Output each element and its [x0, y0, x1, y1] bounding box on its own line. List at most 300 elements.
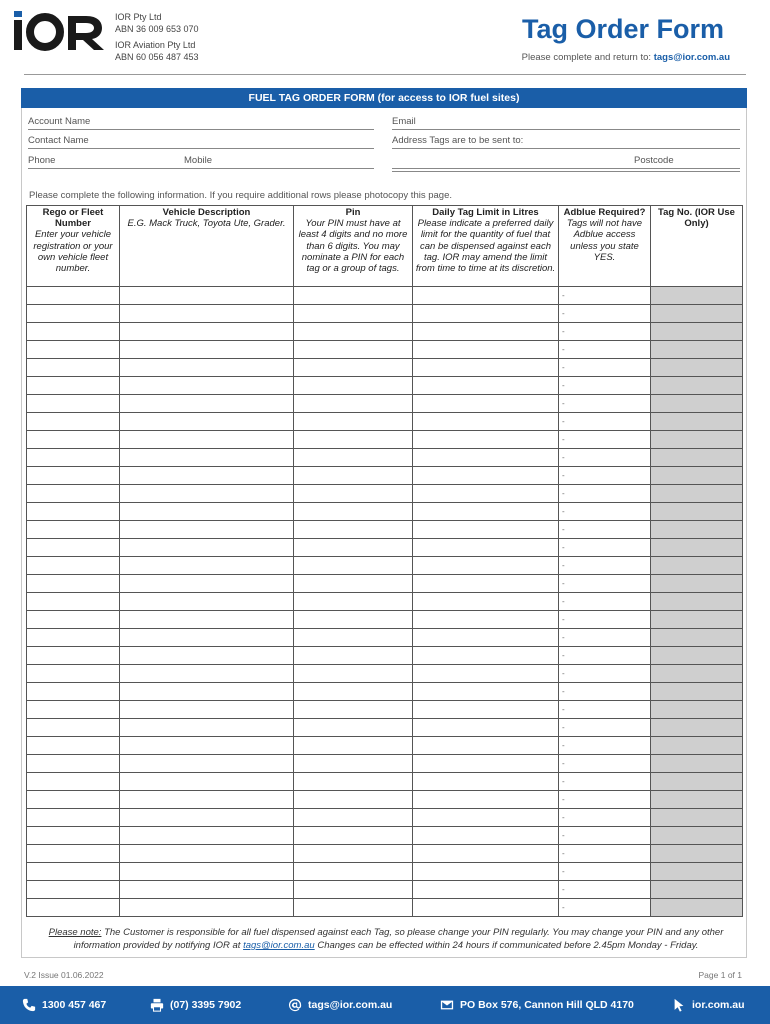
pin-cell[interactable] [294, 647, 413, 665]
rego-cell[interactable] [27, 881, 120, 899]
vehicle-cell[interactable] [120, 647, 294, 665]
tag-no-cell [651, 827, 743, 845]
pin-cell[interactable] [294, 683, 413, 701]
adblue-cell[interactable]: - [559, 863, 651, 881]
rego-cell[interactable] [27, 305, 120, 323]
adblue-cell[interactable]: - [559, 665, 651, 683]
vehicle-cell[interactable] [120, 899, 294, 917]
adblue-cell[interactable]: - [559, 575, 651, 593]
tag-no-cell [651, 845, 743, 863]
tag-no-cell [651, 575, 743, 593]
page-header [0, 0, 770, 80]
table-row [27, 521, 743, 539]
pin-cell[interactable] [294, 827, 413, 845]
rego-cell[interactable] [27, 773, 120, 791]
limit-cell[interactable] [413, 305, 559, 323]
limit-cell[interactable] [413, 683, 559, 701]
rego-cell[interactable] [27, 521, 120, 539]
col-desc: E.G. Mack Truck, Toyota Ute, Grader. [127, 218, 286, 230]
phone-mobile-field[interactable] [28, 155, 374, 169]
table-row [27, 701, 743, 719]
limit-cell[interactable] [413, 791, 559, 809]
table-row [27, 647, 743, 665]
pin-cell[interactable] [294, 791, 413, 809]
limit-cell[interactable] [413, 485, 559, 503]
ior-logo [12, 8, 106, 52]
table-row [27, 881, 743, 899]
table-row [27, 791, 743, 809]
col-desc: Enter your vehicle registration or your own vehicle fleet number. [33, 229, 113, 275]
rego-cell[interactable] [27, 557, 120, 575]
col-daily-limit [413, 206, 559, 287]
vehicle-cell[interactable] [120, 503, 294, 521]
adblue-cell[interactable]: - [559, 881, 651, 899]
limit-cell[interactable] [413, 593, 559, 611]
note-text-2: Changes can be effected within 24 hours if communicated before 2.45pm Monday - Friday. [314, 940, 699, 951]
table-row [27, 305, 743, 323]
pin-cell[interactable] [294, 503, 413, 521]
limit-cell[interactable] [413, 287, 559, 305]
tag-no-cell [651, 431, 743, 449]
col-title: Rego or Fleet Number [42, 207, 104, 230]
mobile-label: Mobile [184, 155, 212, 166]
fax-icon [150, 998, 164, 1012]
vehicle-cell[interactable] [120, 377, 294, 395]
pin-cell[interactable] [294, 773, 413, 791]
adblue-cell[interactable]: - [559, 773, 651, 791]
adblue-cell[interactable]: - [559, 827, 651, 845]
limit-cell[interactable] [413, 359, 559, 377]
account-name-field[interactable] [28, 116, 374, 130]
vehicle-cell[interactable] [120, 683, 294, 701]
limit-cell[interactable] [413, 845, 559, 863]
tag-no-cell [651, 701, 743, 719]
tag-order-table [26, 205, 743, 917]
limit-cell[interactable] [413, 521, 559, 539]
table-row [27, 449, 743, 467]
adblue-cell[interactable]: - [559, 809, 651, 827]
tag-no-cell [651, 467, 743, 485]
footer-postal [440, 997, 634, 1013]
rego-cell[interactable] [27, 287, 120, 305]
vehicle-cell[interactable] [120, 629, 294, 647]
tag-no-cell [651, 287, 743, 305]
rego-cell[interactable] [27, 593, 120, 611]
footer-email[interactable] [288, 997, 392, 1013]
pin-cell[interactable] [294, 359, 413, 377]
tag-no-cell [651, 809, 743, 827]
footer-postal-text: PO Box 576, Cannon Hill QLD 4170 [460, 999, 634, 1011]
rego-cell[interactable] [27, 449, 120, 467]
address-field[interactable] [392, 135, 740, 149]
rego-cell[interactable] [27, 341, 120, 359]
pin-cell[interactable] [294, 539, 413, 557]
table-row [27, 863, 743, 881]
return-email-link[interactable]: tags@ior.com.au [653, 52, 730, 63]
col-vehicle [120, 206, 294, 287]
tag-no-cell [651, 863, 743, 881]
table-row [27, 323, 743, 341]
email-label: Email [392, 116, 416, 127]
tag-no-cell [651, 791, 743, 809]
table-row [27, 359, 743, 377]
adblue-cell[interactable]: - [559, 431, 651, 449]
table-row [27, 899, 743, 917]
pin-cell[interactable] [294, 323, 413, 341]
vehicle-cell[interactable] [120, 287, 294, 305]
adblue-cell[interactable]: - [559, 449, 651, 467]
tag-no-cell [651, 593, 743, 611]
tag-no-cell [651, 899, 743, 917]
rego-cell[interactable] [27, 323, 120, 341]
col-title: Daily Tag Limit in Litres [432, 207, 539, 218]
adblue-cell[interactable]: - [559, 647, 651, 665]
table-row [27, 755, 743, 773]
tag-no-cell [651, 755, 743, 773]
vehicle-cell[interactable] [120, 395, 294, 413]
pin-cell[interactable] [294, 485, 413, 503]
limit-cell[interactable] [413, 809, 559, 827]
limit-cell[interactable] [413, 323, 559, 341]
table-row [27, 665, 743, 683]
rego-cell[interactable] [27, 719, 120, 737]
pin-cell[interactable] [294, 611, 413, 629]
footer-web[interactable] [672, 997, 745, 1013]
adblue-cell[interactable]: - [559, 305, 651, 323]
at-icon [288, 998, 302, 1012]
limit-cell[interactable] [413, 701, 559, 719]
table-row [27, 287, 743, 305]
table-row [27, 845, 743, 863]
table-row [27, 485, 743, 503]
rego-cell[interactable] [27, 539, 120, 557]
rego-cell[interactable] [27, 791, 120, 809]
note-email-link[interactable]: tags@ior.com.au [243, 940, 315, 951]
contact-name-field[interactable] [28, 135, 374, 149]
company-details [115, 11, 199, 63]
envelope-icon [440, 998, 454, 1012]
adblue-cell[interactable]: - [559, 359, 651, 377]
header-divider [24, 74, 746, 75]
adblue-cell[interactable]: - [559, 755, 651, 773]
vehicle-cell[interactable] [120, 827, 294, 845]
rego-cell[interactable] [27, 485, 120, 503]
adblue-cell[interactable]: - [559, 611, 651, 629]
adblue-cell[interactable]: - [559, 593, 651, 611]
adblue-cell[interactable]: - [559, 503, 651, 521]
table-row [27, 827, 743, 845]
table-row [27, 683, 743, 701]
rego-cell[interactable] [27, 845, 120, 863]
contact-name-label: Contact Name [28, 135, 89, 146]
limit-cell[interactable] [413, 647, 559, 665]
limit-cell[interactable] [413, 539, 559, 557]
pin-cell[interactable] [294, 809, 413, 827]
tag-no-cell [651, 719, 743, 737]
pin-cell[interactable] [294, 719, 413, 737]
limit-cell[interactable] [413, 665, 559, 683]
col-tag-no [651, 206, 743, 287]
table-row [27, 413, 743, 431]
adblue-cell[interactable]: - [559, 323, 651, 341]
address-label: Address Tags are to be sent to: [392, 135, 524, 146]
rego-cell[interactable] [27, 863, 120, 881]
limit-cell[interactable] [413, 557, 559, 575]
adblue-cell[interactable]: - [559, 467, 651, 485]
tag-no-cell [651, 503, 743, 521]
adblue-cell[interactable]: - [559, 791, 651, 809]
vehicle-cell[interactable] [120, 485, 294, 503]
pin-cell[interactable] [294, 557, 413, 575]
vehicle-cell[interactable] [120, 431, 294, 449]
rego-cell[interactable] [27, 359, 120, 377]
vehicle-cell[interactable] [120, 413, 294, 431]
vehicle-cell[interactable] [120, 593, 294, 611]
tag-no-cell [651, 485, 743, 503]
pin-cell[interactable] [294, 755, 413, 773]
cursor-icon [672, 998, 686, 1012]
vehicle-cell[interactable] [120, 305, 294, 323]
return-text: Please complete and return to: [521, 52, 654, 63]
limit-cell[interactable] [413, 881, 559, 899]
pin-cell[interactable] [294, 467, 413, 485]
table-row [27, 593, 743, 611]
adblue-cell[interactable]: - [559, 899, 651, 917]
limit-cell[interactable] [413, 755, 559, 773]
rego-cell[interactable] [27, 431, 120, 449]
tag-no-cell [651, 737, 743, 755]
tag-no-cell [651, 323, 743, 341]
vehicle-cell[interactable] [120, 575, 294, 593]
tag-no-cell [651, 773, 743, 791]
vehicle-cell[interactable] [120, 701, 294, 719]
vehicle-cell[interactable] [120, 845, 294, 863]
col-adblue [559, 206, 651, 287]
tag-no-cell [651, 413, 743, 431]
adblue-cell[interactable]: - [559, 341, 651, 359]
vehicle-cell[interactable] [120, 449, 294, 467]
vehicle-cell[interactable] [120, 791, 294, 809]
rego-cell[interactable] [27, 503, 120, 521]
limit-cell[interactable] [413, 863, 559, 881]
pin-cell[interactable] [294, 899, 413, 917]
adblue-cell[interactable]: - [559, 287, 651, 305]
adblue-cell[interactable]: - [559, 413, 651, 431]
rego-cell[interactable] [27, 467, 120, 485]
tag-no-cell [651, 629, 743, 647]
pin-cell[interactable] [294, 665, 413, 683]
limit-cell[interactable] [413, 467, 559, 485]
table-row [27, 611, 743, 629]
pin-cell[interactable] [294, 863, 413, 881]
col-title: Pin [345, 207, 361, 218]
limit-cell[interactable] [413, 899, 559, 917]
footer-phone[interactable] [22, 997, 106, 1013]
phone-label: Phone [28, 155, 56, 166]
vehicle-cell[interactable] [120, 737, 294, 755]
pin-cell[interactable] [294, 377, 413, 395]
table-row [27, 503, 743, 521]
footer-web-text: ior.com.au [692, 999, 745, 1011]
pin-cell[interactable] [294, 413, 413, 431]
limit-cell[interactable] [413, 449, 559, 467]
limit-cell[interactable] [413, 737, 559, 755]
page-number: Page 1 of 1 [698, 970, 742, 980]
footer-fax[interactable] [150, 997, 241, 1013]
limit-cell[interactable] [413, 773, 559, 791]
limit-cell[interactable] [413, 827, 559, 845]
tag-no-cell [651, 395, 743, 413]
limit-cell[interactable] [413, 377, 559, 395]
postcode-label: Postcode [634, 155, 674, 166]
rego-cell[interactable] [27, 683, 120, 701]
adblue-cell[interactable]: - [559, 683, 651, 701]
vehicle-cell[interactable] [120, 755, 294, 773]
vehicle-cell[interactable] [120, 323, 294, 341]
page-title: Tag Order Form [521, 14, 724, 44]
pin-cell[interactable] [294, 737, 413, 755]
pin-cell[interactable] [294, 575, 413, 593]
adblue-cell[interactable]: - [559, 521, 651, 539]
limit-cell[interactable] [413, 431, 559, 449]
adblue-cell[interactable]: - [559, 377, 651, 395]
tag-no-cell [651, 557, 743, 575]
table-row [27, 737, 743, 755]
limit-cell[interactable] [413, 413, 559, 431]
adblue-cell[interactable]: - [559, 485, 651, 503]
tag-no-cell [651, 359, 743, 377]
vehicle-cell[interactable] [120, 809, 294, 827]
rego-cell[interactable] [27, 395, 120, 413]
rego-cell[interactable] [27, 827, 120, 845]
rego-cell[interactable] [27, 377, 120, 395]
limit-cell[interactable] [413, 629, 559, 647]
phone-icon [22, 998, 36, 1012]
limit-cell[interactable] [413, 395, 559, 413]
table-row [27, 341, 743, 359]
pin-cell[interactable] [294, 395, 413, 413]
pin-cell[interactable] [294, 521, 413, 539]
limit-cell[interactable] [413, 611, 559, 629]
rego-cell[interactable] [27, 629, 120, 647]
vehicle-cell[interactable] [120, 719, 294, 737]
col-title: Tag No. (IOR Use Only) [658, 207, 735, 230]
tag-no-cell [651, 341, 743, 359]
rego-cell[interactable] [27, 737, 120, 755]
version-info: V.2 Issue 01.06.2022 [24, 970, 104, 980]
tag-no-cell [651, 539, 743, 557]
tag-no-cell [651, 611, 743, 629]
table-row [27, 809, 743, 827]
vehicle-cell[interactable] [120, 359, 294, 377]
adblue-cell[interactable]: - [559, 557, 651, 575]
pin-cell[interactable] [294, 629, 413, 647]
rego-cell[interactable] [27, 899, 120, 917]
adblue-cell[interactable]: - [559, 395, 651, 413]
col-title: Vehicle Description [162, 207, 251, 218]
email-field[interactable] [392, 116, 740, 130]
vehicle-cell[interactable] [120, 773, 294, 791]
tag-no-cell [651, 449, 743, 467]
pin-cell[interactable] [294, 845, 413, 863]
tag-no-cell [651, 881, 743, 899]
vehicle-cell[interactable] [120, 521, 294, 539]
col-desc: Your PIN must have at least 4 digits and no more than 6 digits. You may nominate a PIN for each tag or a group of tags. [298, 218, 408, 275]
adblue-cell[interactable]: - [559, 539, 651, 557]
table-row [27, 467, 743, 485]
pin-cell[interactable] [294, 701, 413, 719]
postcode-field[interactable] [392, 155, 740, 169]
account-name-label: Account Name [28, 116, 91, 127]
rego-cell[interactable] [27, 611, 120, 629]
note-label: Please note: [48, 927, 102, 938]
vehicle-cell[interactable] [120, 467, 294, 485]
rego-cell[interactable] [27, 755, 120, 773]
adblue-cell[interactable]: - [559, 719, 651, 737]
table-row [27, 377, 743, 395]
adblue-cell[interactable]: - [559, 701, 651, 719]
tag-no-cell [651, 683, 743, 701]
vehicle-cell[interactable] [120, 665, 294, 683]
vehicle-cell[interactable] [120, 881, 294, 899]
limit-cell[interactable] [413, 503, 559, 521]
table-row [27, 395, 743, 413]
contact-footer [0, 986, 770, 1024]
rego-cell[interactable] [27, 413, 120, 431]
rego-cell[interactable] [27, 701, 120, 719]
table-row [27, 431, 743, 449]
vehicle-cell[interactable] [120, 341, 294, 359]
vehicle-cell[interactable] [120, 539, 294, 557]
footer-email-text: tags@ior.com.au [308, 999, 393, 1011]
footer-fax-text: (07) 3395 7902 [170, 999, 242, 1011]
pin-cell[interactable] [294, 431, 413, 449]
table-row [27, 719, 743, 737]
col-desc: Please indicate a preferred daily limit for the quantity of fuel that can be dispensed against each tag. IOR may amend the limit from time to time at its discretion. [415, 218, 556, 275]
table-row [27, 539, 743, 557]
note-text: The Customer is responsible for all fuel dispensed against each Tag, so please change your PIN regularly. You may change your PIN and any other information provided by notifying IOR at [73, 927, 724, 951]
pin-cell[interactable] [294, 593, 413, 611]
vehicle-cell[interactable] [120, 557, 294, 575]
adblue-cell[interactable]: - [559, 845, 651, 863]
limit-cell[interactable] [413, 575, 559, 593]
please-note [30, 926, 742, 952]
table-header-row [27, 206, 743, 287]
adblue-cell[interactable]: - [559, 629, 651, 647]
vehicle-cell[interactable] [120, 863, 294, 881]
pin-cell[interactable] [294, 449, 413, 467]
tag-no-cell [651, 647, 743, 665]
rego-cell[interactable] [27, 647, 120, 665]
rego-cell[interactable] [27, 809, 120, 827]
pin-cell[interactable] [294, 881, 413, 899]
pin-cell[interactable] [294, 287, 413, 305]
adblue-cell[interactable]: - [559, 737, 651, 755]
tag-no-cell [651, 521, 743, 539]
tag-no-cell [651, 665, 743, 683]
pin-cell[interactable] [294, 305, 413, 323]
limit-cell[interactable] [413, 719, 559, 737]
tag-no-cell [651, 377, 743, 395]
limit-cell[interactable] [413, 341, 559, 359]
table-row [27, 773, 743, 791]
company-abn: ABN 60 056 487 453 [115, 52, 199, 62]
pin-cell[interactable] [294, 341, 413, 359]
return-instructions [522, 52, 730, 63]
rego-cell[interactable] [27, 665, 120, 683]
vehicle-cell[interactable] [120, 611, 294, 629]
rego-cell[interactable] [27, 575, 120, 593]
